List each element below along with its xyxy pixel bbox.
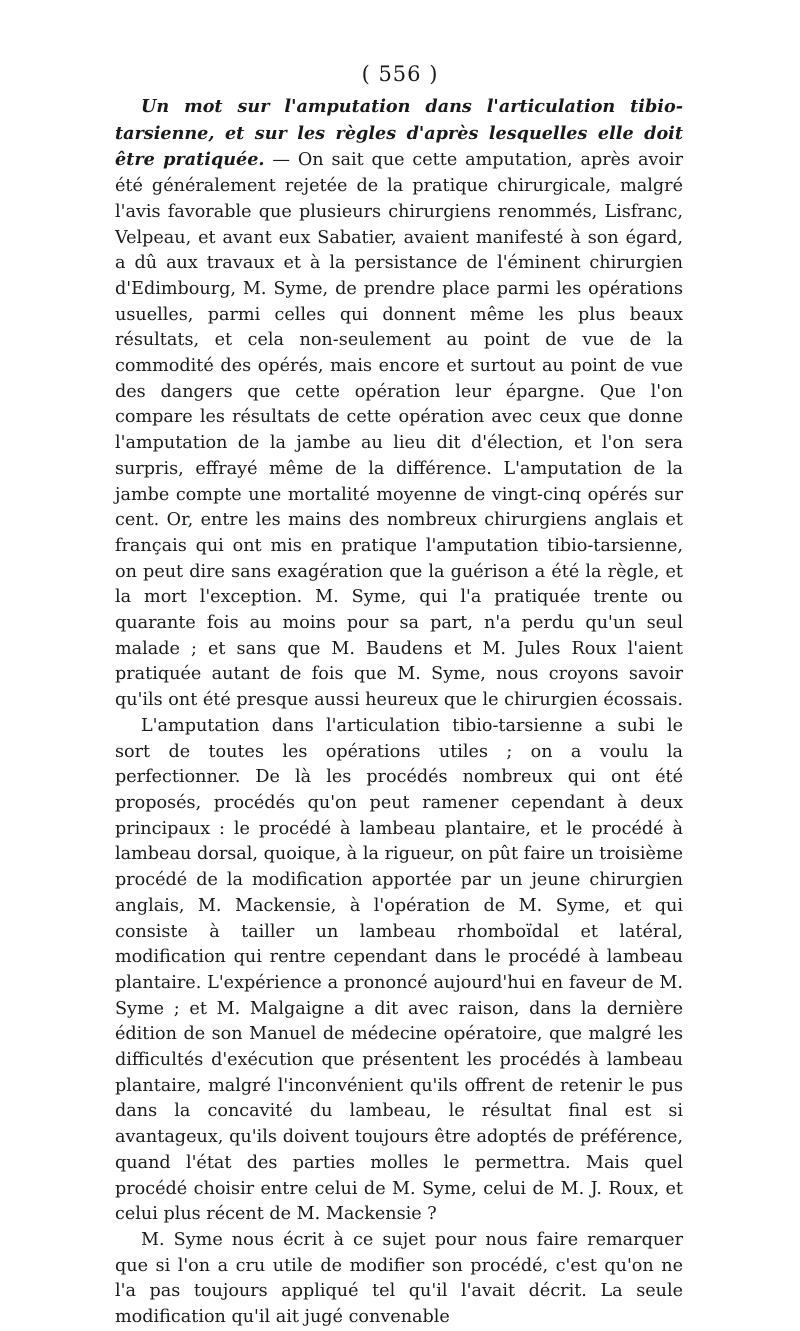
page-number: ( 556 ) [361,62,439,86]
article-body [115,94,683,1331]
article-heading: Un mot sur l'amputation dans l'articulation tibio-tarsienne, et sur les règles d'après lesquelles elle doit être pratiquée. [115,96,683,171]
paragraph-2: L'amputation dans l'articulation tibio-tarsienne a subi le sort de toutes les opérations utiles ; on a voulu la perfectionner. De là les procédés nombreux qui ont été proposés, procédés qu'on peut ramener cependant à deux principaux : le procédé à lambeau plantaire, et le procédé à lambeau dorsal, quoique, à la rigueur, on pût faire un troisième procédé de la modification apportée par un jeune chirurgien anglais, M. Mackensie, à l'opération de M. Syme, et qui consiste à tailler un lambeau rhomboïdal et latéral, modification qui rentre cependant dans le procédé à lambeau plantaire. L'expérience a prononcé aujourd'hui en faveur de M. Syme ; et M. Malgaigne a dit avec raison, dans la dernière édition de son Manuel de médecine opératoire, que malgré les difficultés d'exécution que présentent les procédés à lambeau plantaire, malgré l'inconvénient qu'ils offrent de retenir le pus dans la concavité du lambeau, le résultat final est si avantageux, qu'ils doivent toujours être adoptés de préférence, quand l'état des parties molles le permettra. Mais quel procédé choisir entre celui de M. Syme, celui de M. J. Roux, et celui plus récent de M. Mackensie ? [115,715,683,1225]
paragraph-1 [115,94,683,714]
paragraph-3: M. Syme nous écrit à ce sujet pour nous faire remarquer que si l'on a cru utile de modifier son procédé, c'est qu'on ne l'a pas toujours appliqué tel qu'il l'avait décrit. La seule modification qu'il ait jugé convenable [115,1229,683,1328]
paragraph-1-text: — On sait que cette amputation, après avoir été généralement rejetée de la pratique chirurgicale, malgré l'avis favorable que plusieurs chirurgiens renommés, Lisfranc, Velpeau, et avant eux Sabatier, avaient manifesté à son égard, a dû aux travaux et à la persistance de l'éminent chirurgien d'Edimbourg, M. Syme, de prendre place parmi les opérations usuelles, parmi celles qui donnent même les plus beaux résultats, et cela non-seulement au point de vue de la commodité des opérés, mais encore et surtout au point de vue des dangers que cette opération leur épargne. Que l'on compare les résultats de cette opération avec ceux que donne l'amputation de la jambe au lieu dit d'élection, et l'on sera surpris, effrayé même de la différence. L'amputation de la jambe compte une mortalité moyenne de vingt-cinq opérés sur cent. Or, entre les mains des nombreux chirurgiens anglais et français qui ont mis en pratique l'amputation tibio-tarsienne, on peut dire sans exagération que la guérison a été la règle, et la mort l'exception. M. Syme, qui l'a pratiquée trente ou quarante fois au moins pour sa part, n'a perdu qu'un seul malade ; et sans que M. Baudens et M. Jules Roux l'aient pratiquée autant de fois que M. Syme, nous croyons savoir qu'ils ont été presque aussi heureux que le chirurgien écossais. [115,150,684,711]
